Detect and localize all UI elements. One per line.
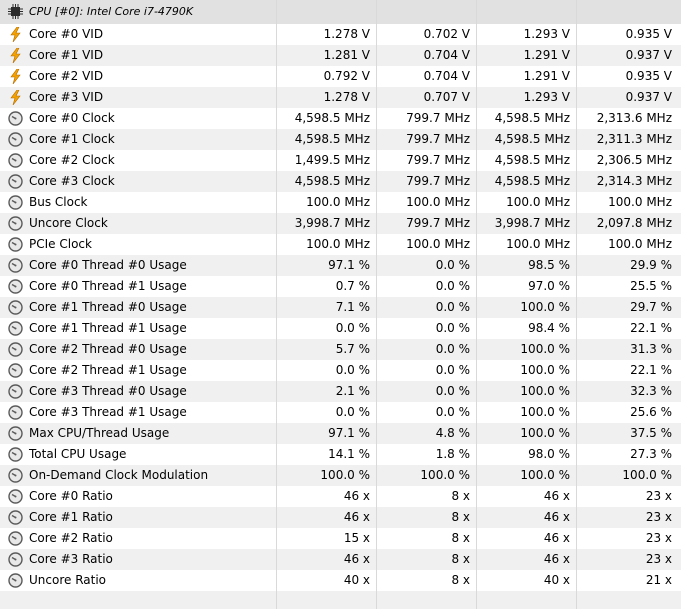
sensor-label-cell [0,192,277,213]
sensor-label: Core #1 Thread #0 Usage [29,300,187,314]
value-average: 0.937 V [625,90,672,104]
value-average: 23 x [645,531,672,545]
sensor-row[interactable] [0,192,681,213]
value-min: 0.0 % [377,297,477,318]
sensor-label: Total CPU Usage [29,447,127,461]
clock-icon [8,111,23,126]
value-current: 0.792 V [277,66,377,87]
value-current: 14.1 % [277,444,377,465]
value-current: 97.1 % [277,423,377,444]
sensor-row[interactable] [0,507,681,528]
value-current: 100.0 % [277,465,377,486]
sensor-label-cell [0,318,277,339]
value-max: 1.293 V [477,87,577,108]
value-max: 3,998.7 MHz [477,213,577,234]
sensor-label-cell [0,129,277,150]
value-max: 100.0 % [477,381,577,402]
value-average: 100.0 % [622,468,672,482]
sensor-row[interactable] [0,528,681,549]
sensor-row[interactable] [0,213,681,234]
sensor-label-cell [0,276,277,297]
sensor-label: Core #2 Clock [29,153,115,167]
sensor-row[interactable] [0,570,681,591]
value-average: 27.3 % [630,447,672,461]
clock-icon [8,258,23,273]
sensor-row[interactable] [0,87,681,108]
clock-icon [8,552,23,567]
value-average: 2,097.8 MHz [596,216,672,230]
sensor-label-cell [0,213,277,234]
clock-icon [8,510,23,525]
sensor-label-cell [0,339,277,360]
value-current: 3,998.7 MHz [277,213,377,234]
value-min: 0.0 % [377,339,477,360]
sensor-label-cell [0,87,277,108]
sensor-label: Core #1 Clock [29,132,115,146]
sensor-label-cell [0,360,277,381]
value-current: 15 x [277,528,377,549]
value-average: 37.5 % [630,426,672,440]
sensor-row[interactable] [0,486,681,507]
value-average: 2,313.6 MHz [596,111,672,125]
value-min: 799.7 MHz [377,171,477,192]
value-min: 0.0 % [377,276,477,297]
sensor-label: Core #3 Thread #1 Usage [29,405,187,419]
value-average: 31.3 % [630,342,672,356]
header-col-current [277,0,377,24]
value-current: 46 x [277,549,377,570]
value-average: 23 x [645,510,672,524]
clock-icon [8,237,23,252]
value-max: 98.5 % [477,255,577,276]
value-max: 100.0 MHz [477,234,577,255]
sensor-label-cell [0,150,277,171]
value-min: 8 x [377,570,477,591]
sensor-label-cell [0,486,277,507]
value-average: 32.3 % [630,384,672,398]
sensor-row[interactable] [0,234,681,255]
value-current: 2.1 % [277,381,377,402]
value-min: 799.7 MHz [377,150,477,171]
sensor-label-cell [0,297,277,318]
sensor-rows [0,24,681,591]
value-min: 0.704 V [377,66,477,87]
sensor-row[interactable] [0,255,681,276]
value-current: 4,598.5 MHz [277,108,377,129]
sensor-label-cell [0,66,277,87]
value-average: 100.0 MHz [608,195,672,209]
column-divider [576,591,577,609]
clock-icon [8,300,23,315]
value-max: 40 x [477,570,577,591]
value-min: 8 x [377,528,477,549]
sensor-row[interactable] [0,318,681,339]
sensor-label-cell [0,255,277,276]
sensor-label: Core #0 Thread #0 Usage [29,258,187,272]
value-max: 46 x [477,507,577,528]
value-average: 25.6 % [630,405,672,419]
sensor-row[interactable] [0,108,681,129]
value-max: 100.0 % [477,402,577,423]
value-average: 2,311.3 MHz [596,132,672,146]
sensor-label-cell [0,528,277,549]
value-min: 0.0 % [377,255,477,276]
value-max: 100.0 % [477,297,577,318]
value-max: 4,598.5 MHz [477,171,577,192]
sensor-row[interactable] [0,24,681,45]
clock-icon [8,384,23,399]
sensor-label-cell [0,402,277,423]
column-divider [276,591,277,609]
value-current: 100.0 MHz [277,192,377,213]
value-min: 0.707 V [377,87,477,108]
value-min: 0.0 % [377,402,477,423]
value-min: 8 x [377,486,477,507]
value-min: 4.8 % [377,423,477,444]
sensor-label: Core #3 Clock [29,174,115,188]
sensor-label: Core #3 Ratio [29,552,113,566]
value-average: 2,306.5 MHz [596,153,672,167]
sensor-label-cell [0,45,277,66]
value-max: 97.0 % [477,276,577,297]
sensor-row[interactable] [0,66,681,87]
value-average: 0.935 V [625,27,672,41]
group-title: CPU [#0]: Intel Core i7-4790K [29,5,194,18]
value-current: 1.278 V [277,24,377,45]
clock-icon [8,531,23,546]
clock-icon [8,132,23,147]
sensor-row[interactable] [0,465,681,486]
sensor-label: Core #1 VID [29,48,104,62]
sensor-label-cell [0,444,277,465]
value-current: 7.1 % [277,297,377,318]
sensor-group-header[interactable] [0,0,681,24]
clock-icon [8,447,23,462]
value-max: 100.0 % [477,360,577,381]
value-current: 46 x [277,486,377,507]
value-max: 4,598.5 MHz [477,129,577,150]
value-current: 1,499.5 MHz [277,150,377,171]
value-max: 98.0 % [477,444,577,465]
clock-icon [8,174,23,189]
value-current: 4,598.5 MHz [277,171,377,192]
header-col-max [477,0,577,24]
value-average: 21 x [645,573,672,587]
value-min: 0.0 % [377,381,477,402]
empty-area [0,591,681,609]
clock-icon [8,279,23,294]
value-average: 23 x [645,552,672,566]
sensor-label: PCIe Clock [29,237,92,251]
value-current: 0.7 % [277,276,377,297]
value-min: 799.7 MHz [377,213,477,234]
value-max: 46 x [477,486,577,507]
value-current: 0.0 % [277,360,377,381]
sensor-label-cell [0,570,277,591]
sensor-label-cell [0,24,277,45]
value-max: 1.293 V [477,24,577,45]
sensor-label-cell [0,234,277,255]
value-min: 0.704 V [377,45,477,66]
clock-icon [8,363,23,378]
value-current: 1.278 V [277,87,377,108]
value-min: 100.0 % [377,465,477,486]
value-current: 100.0 MHz [277,234,377,255]
sensor-label: Bus Clock [29,195,88,209]
value-average: 100.0 MHz [608,237,672,251]
value-average: 0.935 V [625,69,672,83]
sensor-label-cell [0,423,277,444]
chip-icon [8,4,23,19]
sensor-label: Core #0 Clock [29,111,115,125]
sensor-label-cell [0,381,277,402]
sensor-label: Core #3 VID [29,90,104,104]
clock-icon [8,405,23,420]
value-average: 22.1 % [630,363,672,377]
sensor-label: Uncore Ratio [29,573,107,587]
value-min: 8 x [377,507,477,528]
value-average: 29.7 % [630,300,672,314]
sensor-label: Core #3 Thread #0 Usage [29,384,187,398]
value-average: 29.9 % [630,258,672,272]
value-max: 1.291 V [477,66,577,87]
value-current: 46 x [277,507,377,528]
sensor-row[interactable] [0,381,681,402]
sensor-row[interactable] [0,339,681,360]
value-average: 2,314.3 MHz [596,174,672,188]
sensor-label: Core #2 Ratio [29,531,113,545]
sensor-label: Core #2 Thread #0 Usage [29,342,187,356]
sensor-label: Max CPU/Thread Usage [29,426,170,440]
clock-icon [8,489,23,504]
value-min: 100.0 MHz [377,192,477,213]
sensor-row[interactable] [0,297,681,318]
sensor-label: Core #0 Ratio [29,489,113,503]
value-min: 799.7 MHz [377,129,477,150]
sensor-row[interactable] [0,45,681,66]
sensor-row[interactable] [0,423,681,444]
value-average: 23 x [645,489,672,503]
sensor-row[interactable] [0,129,681,150]
value-current: 40 x [277,570,377,591]
sensor-label: Uncore Clock [29,216,108,230]
clock-icon [8,321,23,336]
value-max: 100.0 % [477,423,577,444]
value-max: 98.4 % [477,318,577,339]
sensor-row[interactable] [0,360,681,381]
value-min: 8 x [377,549,477,570]
value-max: 100.0 % [477,339,577,360]
sensor-label-cell [0,507,277,528]
value-average: 22.1 % [630,321,672,335]
value-current: 0.0 % [277,402,377,423]
value-max: 4,598.5 MHz [477,108,577,129]
value-min: 100.0 MHz [377,234,477,255]
value-max: 46 x [477,528,577,549]
sensor-row[interactable] [0,171,681,192]
clock-icon [8,426,23,441]
clock-icon [8,468,23,483]
sensor-row[interactable] [0,549,681,570]
clock-icon [8,573,23,588]
sensor-row[interactable] [0,402,681,423]
sensor-label: Core #2 VID [29,69,104,83]
value-max: 46 x [477,549,577,570]
column-divider [476,591,477,609]
clock-icon [8,216,23,231]
value-average: 25.5 % [630,279,672,293]
value-current: 97.1 % [277,255,377,276]
clock-icon [8,195,23,210]
value-current: 0.0 % [277,318,377,339]
clock-icon [8,342,23,357]
value-current: 1.281 V [277,45,377,66]
value-min: 0.0 % [377,360,477,381]
header-col-avg [577,0,681,24]
value-current: 4,598.5 MHz [277,129,377,150]
sensor-row[interactable] [0,444,681,465]
value-max: 4,598.5 MHz [477,150,577,171]
voltage-icon [8,90,23,105]
value-max: 1.291 V [477,45,577,66]
sensor-label: Core #2 Thread #1 Usage [29,363,187,377]
sensor-label-cell [0,465,277,486]
sensor-label-cell [0,171,277,192]
value-max: 100.0 MHz [477,192,577,213]
sensor-label-cell [0,549,277,570]
sensor-label: Core #1 Ratio [29,510,113,524]
column-divider [376,591,377,609]
voltage-icon [8,48,23,63]
value-max: 100.0 % [477,465,577,486]
header-col-min [377,0,477,24]
clock-icon [8,153,23,168]
sensor-row[interactable] [0,150,681,171]
value-min: 0.702 V [377,24,477,45]
sensor-label: Core #0 Thread #1 Usage [29,279,187,293]
sensor-label: Core #1 Thread #1 Usage [29,321,187,335]
group-title-cell [0,0,277,24]
sensor-row[interactable] [0,276,681,297]
value-min: 0.0 % [377,318,477,339]
value-min: 1.8 % [377,444,477,465]
sensor-label: On-Demand Clock Modulation [29,468,209,482]
sensor-label-cell [0,108,277,129]
voltage-icon [8,27,23,42]
value-average: 0.937 V [625,48,672,62]
voltage-icon [8,69,23,84]
value-min: 799.7 MHz [377,108,477,129]
sensor-label: Core #0 VID [29,27,104,41]
value-current: 5.7 % [277,339,377,360]
